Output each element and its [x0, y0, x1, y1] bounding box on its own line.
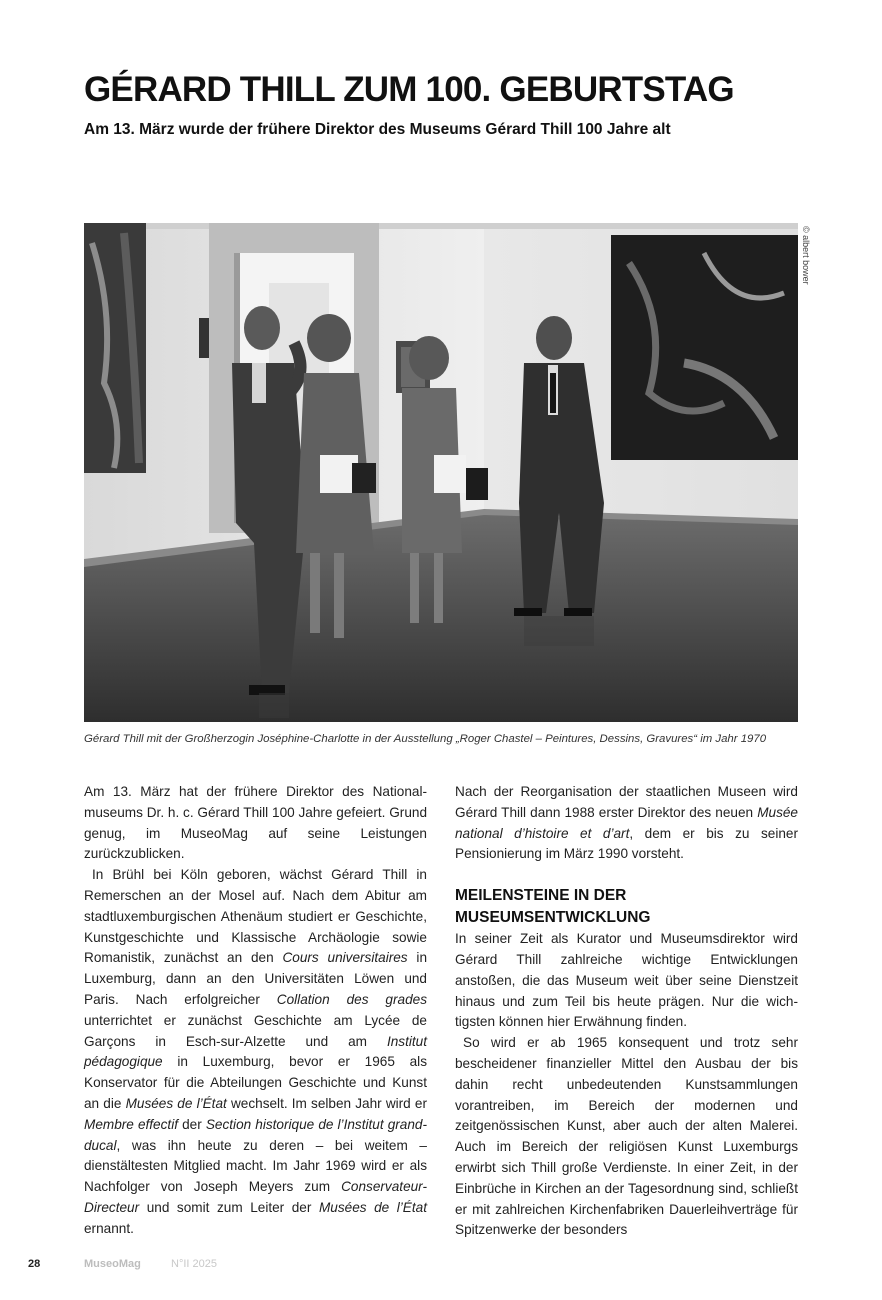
issue-number: N°II 2025	[171, 1258, 217, 1270]
biography-paragraph: In Brühl bei Köln geboren, wächst Gérard Thill in Remerschen an der Mosel auf. Nach dem Abitur am stadtluxemburgischen Athenäum studiert er Geschichte, Kunstgeschichte und Klassische Archäologie sowie Romanistik, zunächst an den Cours universitaires in Luxemburg, dann an den Universitäten Löwen und Paris. Nach erfolgreicher Collation des grades unterrichtet er zunächst Geschichte am Lycée de Garçons in Esch-sur-Alzette und am Institut pédagogique in Luxemburg, bevor er 1965 als Konservator für die Abteilungen Geschichte und Kunst an die Musées de l’État wechselt. Im selben Jahr wird er Membre effectif der Section historique de l’Institut grand-ducal, was ihn heute zu deren – bei weitem – dienstältesten Mitglied macht. Im Jahr 1969 wird er als Nachfolger von Joseph Meyers zum Conservateur-Directeur und somit zum Leiter der Musées de l’État ernannt.	[84, 867, 428, 1236]
photo-credit-text: © albert bower	[801, 226, 811, 285]
caption-exhibition-title: „Roger Chastel – Peintures, Dessins, Gravures“	[455, 733, 698, 745]
page-number: 28	[28, 1258, 41, 1270]
photo-credit	[799, 226, 815, 296]
text-column-left	[84, 782, 427, 1240]
magazine-name: MuseoMag	[84, 1258, 141, 1270]
article-subtitle: Am 13. März wurde der frühere Direktor des Museums Gérard Thill 100 Jahre alt	[84, 121, 671, 138]
collections-paragraph: So wird er ab 1965 konsequent und trotz sehr bescheidener finanzieller Mittel den Ausbau der bis dahin recht unbedeutenden Kunstsammlungen vorantreiben, im Bereich der modernen und zeitgenössischen Kunst, aber auch der alten Malerei. Auch im Bereich der religiösen Kunst Luxemburgs erwirbt sich Thill große Verdienste. In einer Zeit, in der Einbrüche in Kirchen an der Tagesordnung sind, schließt er mit zahlreichen Kirchenfabriken Dauerleihverträge für Spitzenwerke der besonders	[455, 1035, 798, 1238]
caption-part-1: Gérard Thill mit der Großherzogin Joséphine-Charlotte in der Ausstellung	[84, 733, 456, 745]
section-heading: MEILENSTEINE IN DER MUSEUMSENTWICKLUNG	[455, 887, 651, 927]
historic-photo	[84, 223, 798, 722]
intro-paragraph: Am 13. März hat der frühere Direktor des Nationalmuseums Dr. h. c. Gérard Thill 100 Jahre gefeiert. Grund genug, im MuseoMag auf seine Leistungen zurückzublicken.	[84, 784, 427, 862]
text-column-right	[455, 782, 798, 1241]
article-title: GÉRARD THILL ZUM 100. GEBURTSTAG	[84, 70, 734, 109]
reorganisation-paragraph: Nach der Reorganisation der staatlichen Museen wird Gérard Thill dann 1988 erster Direktor des neuen Musée national d’histoire et d’art, dem er bis zu seiner Pensionierung im März 1990 vorsteht.	[455, 784, 799, 862]
milestones-paragraph: In seiner Zeit als Kurator und Museumsdirektor wird Gérard Thill zahlreiche wichtige Entwicklungen anstoßen, die das Museum weit über seine Dienstzeit hinaus und zum Teil bis heute prägen. Nur die wichtigsten können hier Erwähnung finden.	[455, 931, 798, 1030]
photo-caption	[84, 731, 800, 747]
caption-part-3: im Jahr 1970	[697, 733, 767, 745]
